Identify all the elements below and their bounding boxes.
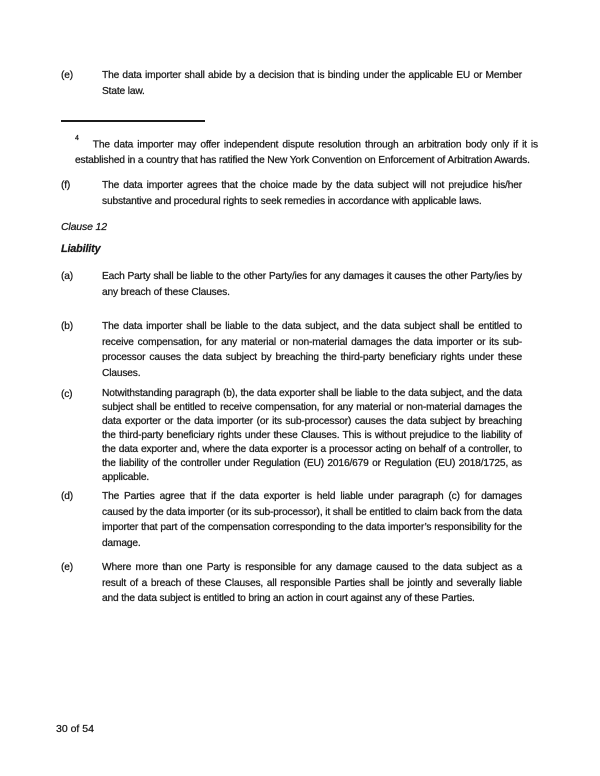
list-item-marker: (e) [61,562,74,574]
footnote [75,134,538,168]
clause-heading: Clause 12 [61,221,107,234]
list-item-d [61,489,522,551]
list-item-a [61,269,522,300]
list-item-marker: (c) [61,389,73,401]
list-item-text: Notwithstanding paragraph (b), the data exporter shall be liable to the data subject, and the data subject shall be entitled to receive compensation, for any material or non-material damages the data exporter or the data importer (or its sub-processor) causes the data subject by breaching the third-party beneficiary rights under these Clauses. This is without prejudice to the liability of the data exporter and, where the data exporter is a processor acting on behalf of a controller, to the liability of the controller under Regulation (EU) 2016/679 or Regulation (EU) 2018/1725, as applicable. [102,388,522,484]
list-item-marker: (a) [61,271,74,283]
section-heading: Liability [61,242,101,255]
list-item-b [61,319,522,381]
list-item-e-top [61,68,522,99]
list-item-marker: (e) [61,70,74,81]
list-item-text: Where more than one Party is responsible for any damage caused to the data subject as a result of a breach of these Clauses, all responsible Parties shall be jointly and severally liable and the data subject is entitled to bring an action in court against any of these Parties. [102,562,522,605]
list-item-e-bottom [61,560,522,607]
list-item-text: The data importer shall abide by a decision that is binding under the applicable EU or Member State law. [102,70,522,97]
list-item-text: The Parties agree that if the data exporter is held liable under paragraph (c) for damages caused by the data importer (or its sub-processor), it shall be entitled to claim back from the data importer that part of the compensation corresponding to the data importer’s responsibility for the damage. [102,491,522,549]
footnote-separator [61,120,205,122]
list-item-text: Each Party shall be liable to the other Party/ies for any damages it causes the other Party/ies by any breach of these Clauses. [102,271,522,298]
list-item-marker: (d) [61,491,74,503]
list-item-text: The data importer shall be liable to the data subject, and the data subject shall be entitled to receive compensation, for any material or non-material damages the data importer or its sub-processor causes the data subject by breaching the third-party beneficiary rights under these Clauses. [102,321,522,379]
footnote-text: The data importer may offer independent dispute resolution through an arbitration body only if it is established in a country that has ratified the New York Convention on Enforcement of Arbitration Awards. [75,139,538,166]
list-item-marker: (f) [61,180,71,192]
list-item-f [61,178,522,209]
list-item-marker: (b) [61,321,74,333]
footnote-marker: 4 [75,134,79,142]
page-number: 30 of 54 [56,723,94,735]
list-item-c [61,387,522,485]
list-item-text: The data importer agrees that the choice made by the data subject will not prejudice his/her substantive and procedural rights to seek remedies in accordance with applicable laws. [102,180,522,207]
